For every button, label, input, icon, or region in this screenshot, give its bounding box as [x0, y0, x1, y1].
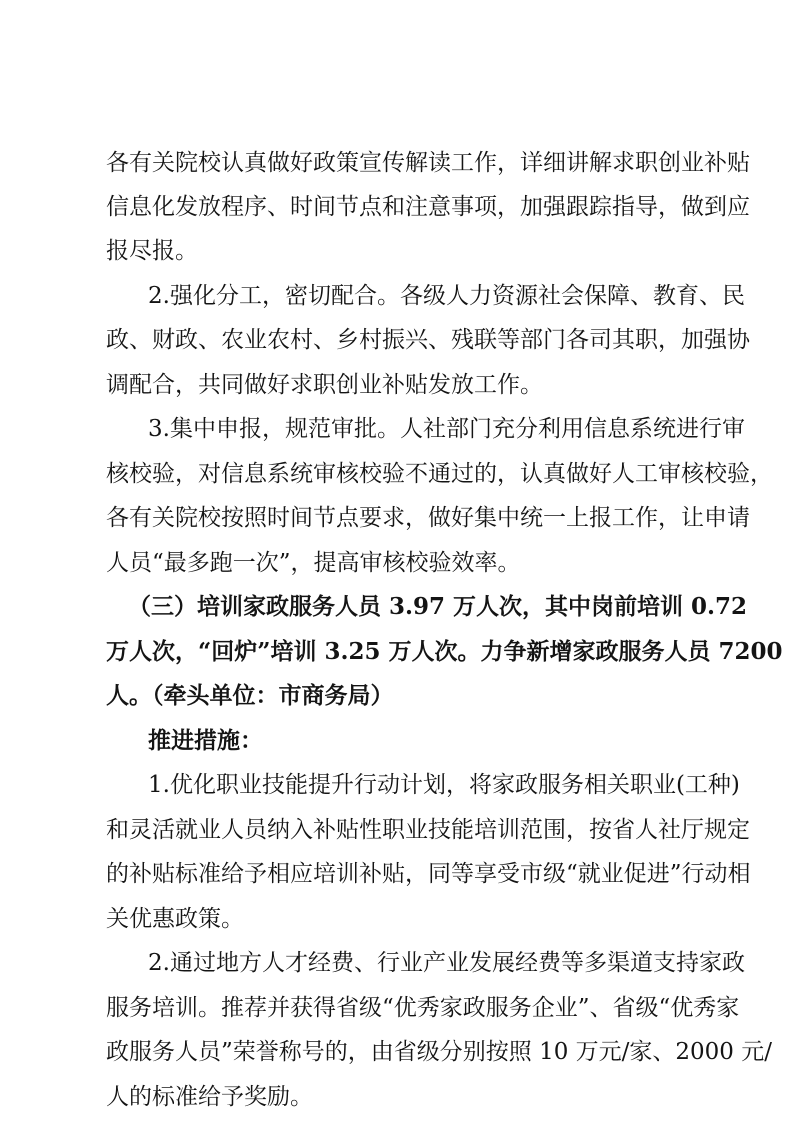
- body-line: 报尽报。: [106, 238, 198, 264]
- numbered-paragraph-start: 1.优化职业技能提升行动计划，将家政服务相关职业(工种): [148, 772, 740, 798]
- body-line: 人的标准给予奖励。: [106, 1084, 313, 1110]
- numbered-paragraph-start: 3.集中申报，规范审批。人社部门充分利用信息系统进行审: [148, 416, 745, 442]
- body-line: 服务培训。推荐并获得省级“优秀家政服务企业”、省级“优秀家: [106, 995, 740, 1021]
- section-heading: （三）培训家政服务人员 3.97 万人次，其中岗前培训 0.72: [128, 593, 748, 620]
- numbered-paragraph-start: 2.通过地方人才经费、行业产业发展经费等多渠道支持家政: [148, 950, 745, 976]
- body-line: 核校验，对信息系统审核校验不通过的，认真做好人工审核校验，: [106, 461, 773, 487]
- body-line: 政、财政、农业农村、乡村振兴、残联等部门各司其职，加强协: [106, 327, 750, 353]
- body-line: 关优惠政策。: [106, 906, 244, 932]
- body-line: 的补贴标准给予相应培训补贴，同等享受市级“就业促进”行动相: [106, 861, 751, 887]
- body-line: 各有关院校认真做好政策宣传解读工作，详细讲解求职创业补贴: [106, 150, 750, 176]
- numbered-paragraph-start: 2.强化分工，密切配合。各级人力资源社会保障、教育、民: [148, 283, 745, 309]
- section-heading-line: 万人次，“回炉”培训 3.25 万人次。力争新增家政服务人员 7200: [106, 638, 783, 665]
- body-line: 调配合，共同做好求职创业补贴发放工作。: [106, 372, 543, 398]
- body-line: 人员“最多跑一次”，提高审核校验效率。: [106, 550, 521, 576]
- body-line: 信息化发放程序、时间节点和注意事项，加强跟踪指导，做到应: [106, 194, 750, 220]
- subheading-measures: 推进措施：: [148, 727, 263, 754]
- body-line: 政服务人员”荣誉称号的，由省级分别按照 10 万元/家、2000 元/: [106, 1039, 772, 1065]
- section-heading-line: 人。（牵头单位：市商务局）: [106, 682, 394, 709]
- body-line: 各有关院校按照时间节点要求，做好集中统一上报工作，让申请: [106, 505, 750, 531]
- body-line: 和灵活就业人员纳入补贴性职业技能培训范围，按省人社厅规定: [106, 817, 750, 843]
